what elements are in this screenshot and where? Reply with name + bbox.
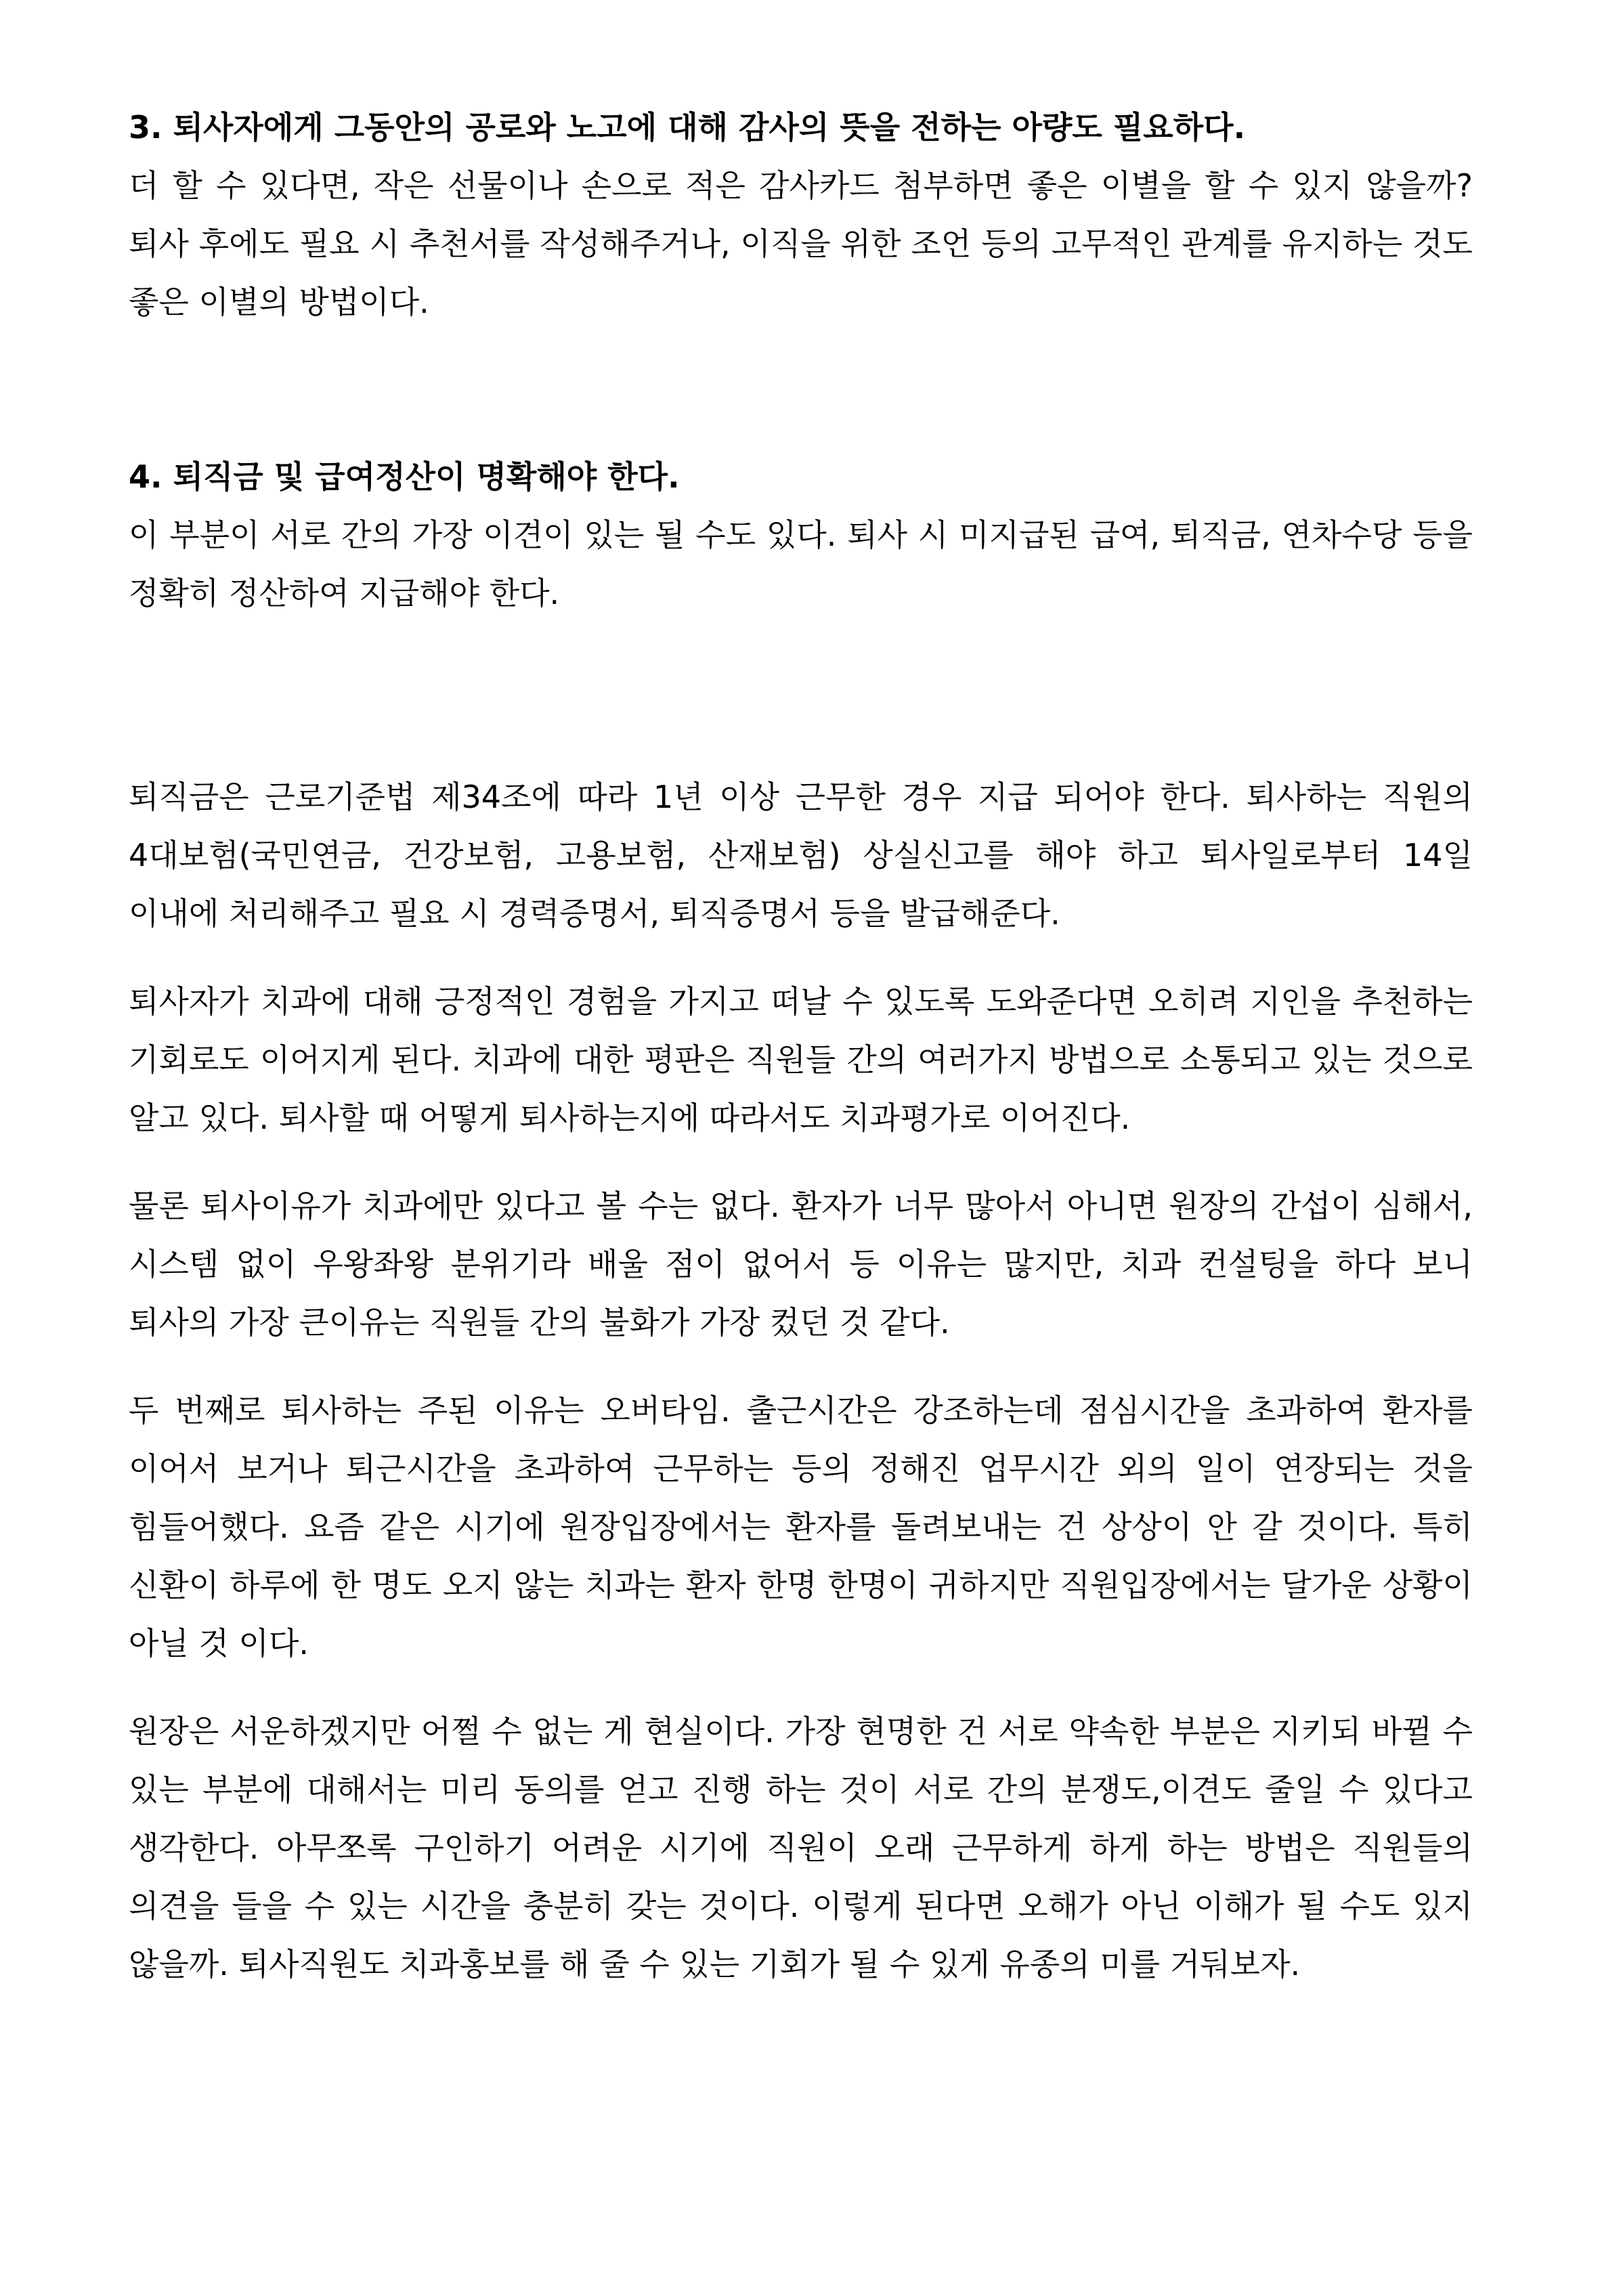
spacer (129, 622, 1473, 768)
document-body (129, 98, 1473, 1993)
spacer (129, 1351, 1473, 1381)
body-paragraph: 두 번째로 퇴사하는 주된 이유는 오버타임. 출근시간은 강조하는데 점심시간을 초과하여 환자를 이어서 보거나 퇴근시간을 초과하여 근무하는 등의 정해진 업무시간 외의 일이 연장되는 것을 힘들어했다. 요즘 같은 시기에 원장입장에서는 환자를 돌려보내는 건 상상이 안 갈 것이다. 특히 신환이 하루에 한 명도 오지 않는 치과는 환자 한명 한명이 귀하지만 직원입장에서는 달가운 상황이 아닐 것 이다. (129, 1392, 1473, 1662)
section-paragraph: 더 할 수 있다면, 작은 선물이나 손으로 적은 감사카드 첨부하면 좋은 이별을 할 수 있지 않을까? 퇴사 후에도 필요 시 추천서를 작성해주거나, 이직을 위한 조언 등의 고무적인 관계를 유지하는 것도 좋은 이별의 방법이다. (129, 167, 1473, 320)
spacer (129, 1147, 1473, 1177)
spacer (129, 331, 1473, 448)
section-heading: 3. 퇴사자에게 그동안의 공로와 노고에 대해 감사의 뜻을 전하는 아량도 필요하다. (129, 109, 1246, 146)
body-paragraph: 원장은 서운하겠지만 어쩔 수 없는 게 현실이다. 가장 현명한 건 서로 약속한 부분은 지키되 바뀔 수 있는 부분에 대해서는 미리 동의를 얻고 진행 하는 것이 서로 간의 분쟁도,이견도 줄일 수 있다고 생각한다. 아무쪼록 구인하기 어려운 시기에 직원이 오래 근무하게 하게 하는 방법은 직원들의 의견을 들을 수 있는 시간을 충분히 갖는 것이다. 이렇게 된다면 오해가 아닌 이해가 될 수도 있지 않을까. 퇴사직원도 치과홍보를 해 줄 수 있는 기회가 될 수 있게 유종의 미를 거둬보자. (129, 1713, 1473, 1983)
spacer (129, 943, 1473, 972)
body-paragraph: 퇴사자가 치과에 대해 긍정적인 경험을 가지고 떠날 수 있도록 도와준다면 오히려 지인을 추천하는 기회로도 이어지게 된다. 치과에 대한 평판은 직원들 간의 여러가지 방법으로 소통되고 있는 것으로 알고 있다. 퇴사할 때 어떻게 퇴사하는지에 따라서도 치과평가로 이어진다. (129, 983, 1473, 1136)
section-4 (129, 448, 1473, 622)
body-paragraph: 물론 퇴사이유가 치과에만 있다고 볼 수는 없다. 환자가 너무 많아서 아니면 원장의 간섭이 심해서, 시스템 없이 우왕좌왕 분위기라 배울 점이 없어서 등 이유는 많지만, 치과 컨설팅을 하다 보니 퇴사의 가장 큰이유는 직원들 간의 불화가 가장 컸던 것 같다. (129, 1188, 1473, 1341)
section-paragraph: 이 부분이 서로 간의 가장 이견이 있는 될 수도 있다. 퇴사 시 미지급된 급여, 퇴직금, 연차수당 등을 정확히 정산하여 지급해야 한다. (129, 517, 1473, 611)
spacer (129, 1672, 1473, 1702)
section-heading: 4. 퇴직금 및 급여정산이 명확해야 한다. (129, 458, 680, 495)
section-3 (129, 98, 1473, 331)
body-paragraph: 퇴직금은 근로기준법 제34조에 따라 1년 이상 근무한 경우 지급 되어야 한다. 퇴사하는 직원의 4대보험(국민연금, 건강보험, 고용보험, 산재보험) 상실신고를 해야 하고 퇴사일로부터 14일 이내에 처리해주고 필요 시 경력증명서, 퇴직증명서 등을 발급해준다. (129, 779, 1473, 932)
